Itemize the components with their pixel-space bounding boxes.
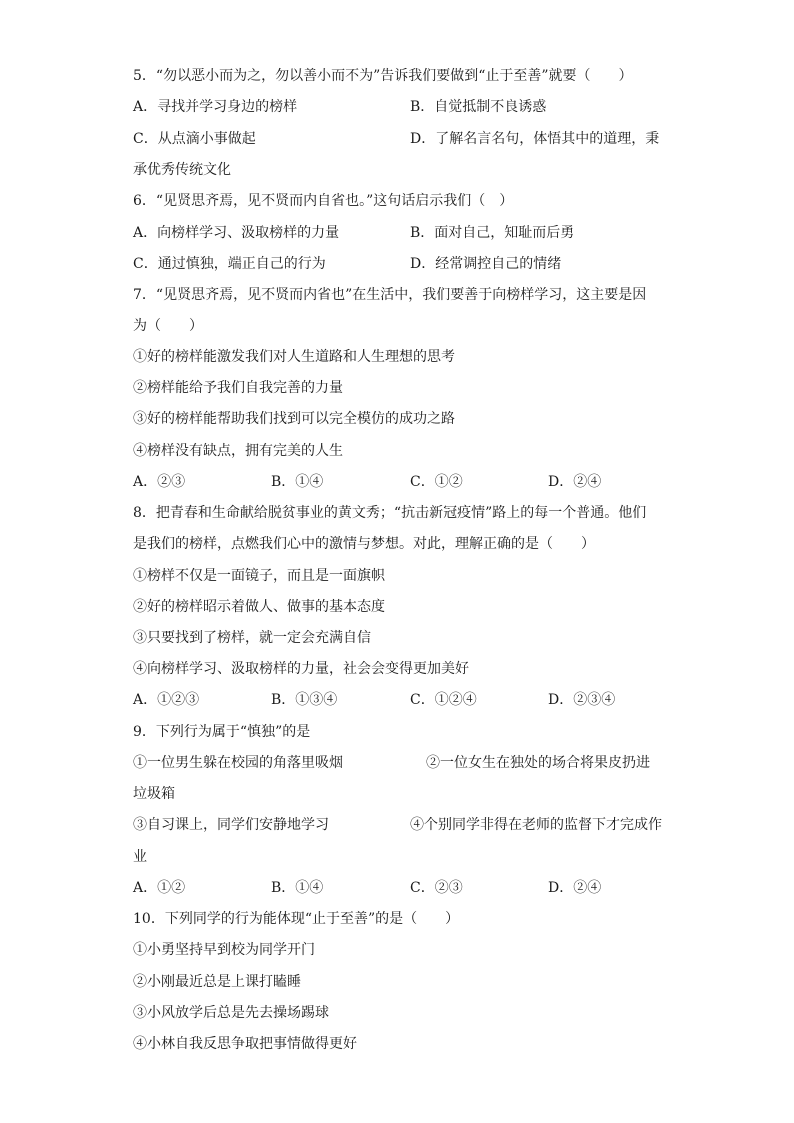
- question-8-item-2: ②好的榜样昭示着做人、做事的基本态度: [133, 599, 385, 615]
- question-9-item-2-continued: 垃圾箱: [133, 786, 175, 802]
- question-5-option-d: D．了解名言名句，体悟其中的道理，秉: [410, 131, 660, 147]
- question-6-stem: 6．“见贤思齐焉，见不贤而内自省也。”这句话启示我们（ ）: [133, 193, 514, 209]
- question-10-item-4: ④小林自我反思争取把事情做得更好: [133, 1036, 357, 1052]
- question-6-option-c: C．通过慎独，端正自己的行为: [133, 256, 326, 272]
- question-8-item-4: ④向榜样学习、汲取榜样的力量，社会会变得更加美好: [133, 661, 469, 677]
- question-5-option-b: B．自觉抵制不良诱惑: [410, 99, 547, 115]
- question-9-option-d: D．②④: [548, 880, 602, 896]
- question-6-option-a: A．向榜样学习、汲取榜样的力量: [133, 225, 340, 241]
- question-9-option-b: B．①④: [271, 880, 324, 896]
- question-7-item-4: ④榜样没有缺点，拥有完美的人生: [133, 443, 343, 459]
- question-7-option-c: C．①②: [410, 474, 463, 490]
- question-7-item-3: ③好的榜样能帮助我们找到可以完全模仿的成功之路: [133, 411, 455, 427]
- question-7-option-a: A．②③: [133, 474, 186, 490]
- question-9-item-4: ④个别同学非得在老师的监督下才完成作: [410, 817, 662, 833]
- question-7-item-2: ②榜样能给予我们自我完善的力量: [133, 380, 343, 396]
- question-9-item-3: ③自习课上，同学们安静地学习: [133, 817, 329, 833]
- question-9-stem: 9．下列行为属于“慎独”的是: [133, 724, 311, 740]
- question-6-option-d: D．经常调控自己的情绪: [410, 256, 562, 272]
- question-10-stem: 10．下列同学的行为能体现“止于至善”的是（ ）: [133, 911, 460, 927]
- question-7-option-b: B．①④: [271, 474, 324, 490]
- question-8-item-1: ①榜样不仅是一面镜子，而且是一面旗帜: [133, 568, 385, 584]
- question-5-option-d-continued: 承优秀传统文化: [133, 162, 231, 178]
- question-5-option-c: C．从点滴小事做起: [133, 131, 256, 147]
- question-7-option-d: D．②④: [548, 474, 602, 490]
- question-7-stem: 7．“见贤思齐焉，见不贤而内省也”在生活中，我们要善于向榜样学习，这主要是因: [133, 287, 647, 303]
- question-8-option-b: B．①③④: [271, 692, 338, 708]
- question-8-stem-continued: 是我们的榜样，点燃我们心中的激情与梦想。对此，理解正确的是（ ）: [133, 536, 595, 552]
- question-6-option-b: B．面对自己，知耻而后勇: [410, 225, 575, 241]
- question-9-option-c: C．②③: [410, 880, 463, 896]
- question-10-item-3: ③小风放学后总是先去操场踢球: [133, 1005, 329, 1021]
- question-5-stem: 5．“勿以恶小而为之，勿以善小而不为”告诉我们要做到“止于至善”就要（ ）: [133, 68, 633, 84]
- question-10-item-1: ①小勇坚持早到校为同学开门: [133, 942, 315, 958]
- question-7-stem-continued: 为（ ）: [133, 318, 203, 334]
- question-9-item-1: ①一位男生躲在校园的角落里吸烟: [133, 755, 343, 771]
- question-9-item-4-continued: 业: [133, 849, 147, 865]
- question-10-item-2: ②小刚最近总是上课打瞌睡: [133, 974, 301, 990]
- question-8-option-d: D．②③④: [548, 692, 616, 708]
- question-8-stem: 8．把青春和生命献给脱贫事业的黄文秀；“抗击新冠疫情”路上的每一个普通。他们: [133, 505, 647, 521]
- question-9-item-2: ②一位女生在独处的场合将果皮扔进: [426, 755, 650, 771]
- question-9-option-a: A．①②: [133, 880, 186, 896]
- question-5-option-a: A．寻找并学习身边的榜样: [133, 99, 298, 115]
- question-8-option-c: C．①②④: [410, 692, 477, 708]
- question-7-item-1: ①好的榜样能激发我们对人生道路和人生理想的思考: [133, 349, 455, 365]
- question-8-option-a: A．①②③: [133, 692, 200, 708]
- question-8-item-3: ③只要找到了榜样，就一定会充满自信: [133, 630, 371, 646]
